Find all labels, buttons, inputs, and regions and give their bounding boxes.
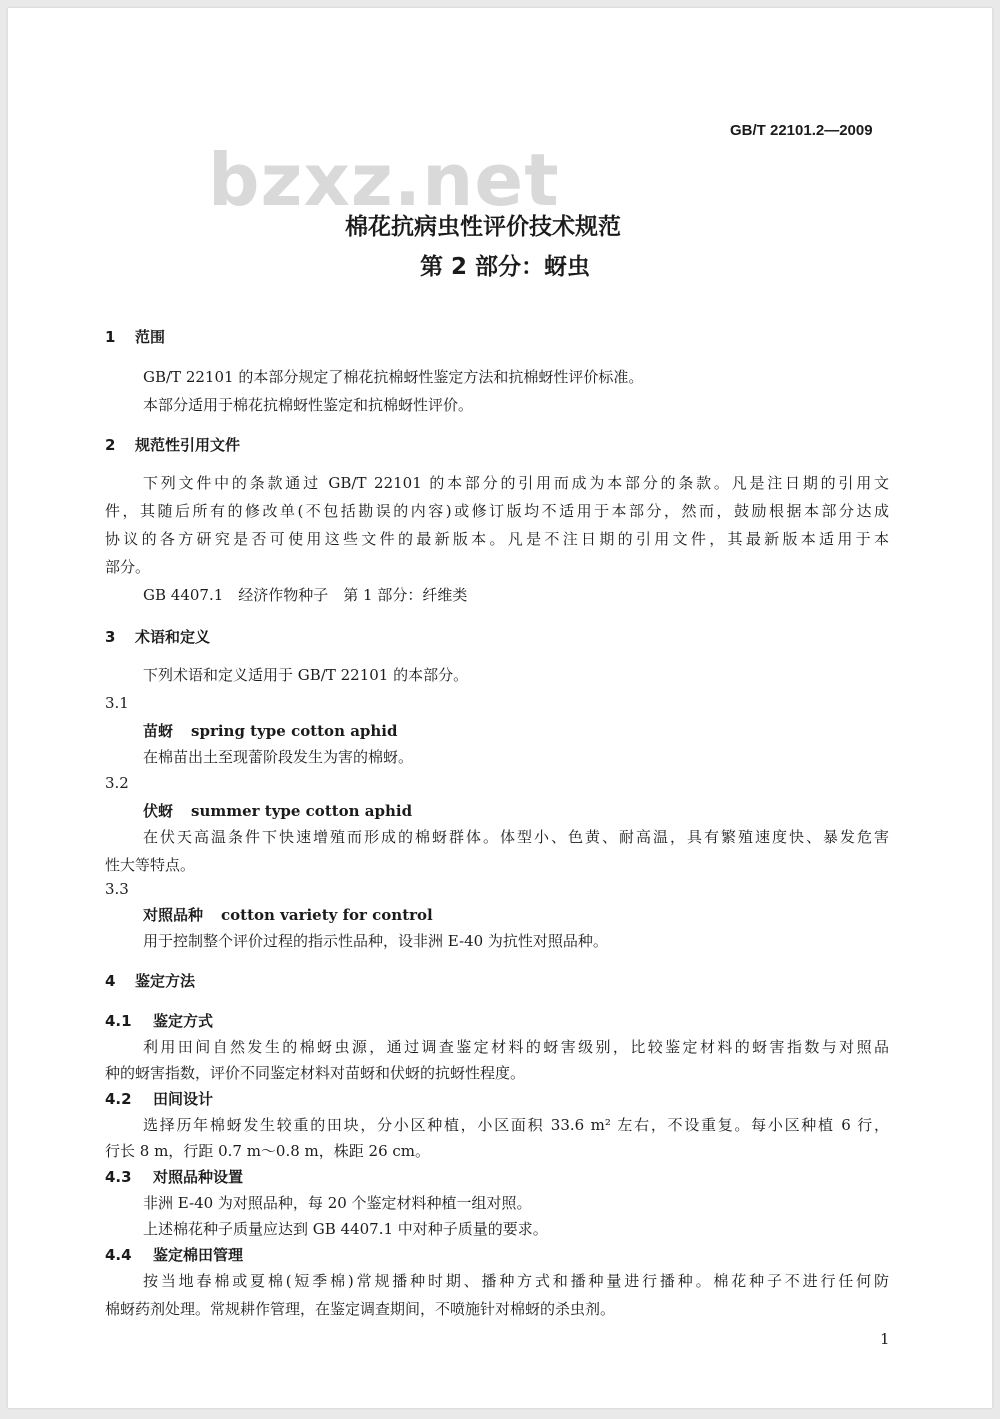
document-page: [8, 8, 992, 1408]
doc-title: 棉花抗病虫性评价技术规范: [345, 214, 621, 240]
subsection-title: 鉴定方式: [153, 1012, 214, 1030]
term-en: summer type cotton aphid: [191, 802, 413, 820]
term-zh: 对照品种: [143, 906, 204, 924]
section-title: 规范性引用文件: [135, 436, 241, 454]
standard-code: GB/T 22101.2—2009: [730, 122, 873, 139]
term-definition: 用于控制整个评价过程的指示性品种，设非洲 E-40 为抗性对照品种。: [143, 932, 608, 950]
subsection-number: 4.4: [105, 1246, 132, 1264]
term-entry: [143, 720, 398, 741]
paragraph-line: 棉蚜药剂处理。常规耕作管理，在鉴定调查期间，不喷施针对棉蚜的杀虫剂。: [105, 1300, 616, 1318]
paragraph-line: 上述棉花种子质量应达到 GB 4407.1 中对种子质量的要求。: [143, 1220, 548, 1238]
paragraph-line: 协议的各方研究是否可使用这些文件的最新版本。凡是不注日期的引用文件，其最新版本适用于本: [105, 530, 889, 548]
subsection-heading-4-3: [105, 1166, 243, 1187]
section-number: 2: [105, 436, 116, 454]
section-heading-1: [105, 326, 165, 347]
paragraph-line: 下列文件中的条款通过 GB/T 22101 的本部分的引用而成为本部分的条款。凡是注日期的引用文: [143, 474, 889, 492]
term-definition: 在棉苗出土至现蕾阶段发生为害的棉蚜。: [143, 748, 414, 766]
subsection-title: 田间设计: [153, 1090, 214, 1108]
term-entry: [143, 904, 433, 925]
section-title: 术语和定义: [135, 628, 211, 646]
paragraph: 本部分适用于棉花抗棉蚜性鉴定和抗棉蚜性评价。: [143, 396, 474, 414]
section-title: 范围: [135, 328, 166, 346]
paragraph-line: 件，其随后所有的修改单(不包括勘误的内容)或修订版均不适用于本部分，然而，鼓励根据本部分达成: [105, 502, 889, 520]
subsection-heading-4-1: [105, 1010, 213, 1031]
subsection-heading-4-2: [105, 1088, 213, 1109]
paragraph-line: 非洲 E-40 为对照品种，每 20 个鉴定材料种植一组对照。: [143, 1194, 532, 1212]
subsection-number: 4.2: [105, 1090, 132, 1108]
subsection-title: 鉴定棉田管理: [153, 1246, 244, 1264]
paragraph-line: 行长 8 m，行距 0.7 m～0.8 m，株距 26 cm。: [105, 1142, 431, 1160]
term-definition-line: 性大等特点。: [105, 856, 196, 874]
paragraph: GB/T 22101 的本部分规定了棉花抗棉蚜性鉴定方法和抗棉蚜性评价标准。: [143, 368, 644, 386]
paragraph-line: 按当地春棉或夏棉(短季棉)常规播种时期、播种方式和播种量进行播种。棉花种子不进行任何防: [143, 1272, 889, 1290]
subsection-heading-4-4: [105, 1244, 243, 1265]
section-heading-2: [105, 434, 240, 455]
term-zh: 苗蚜: [143, 722, 174, 740]
reference-item: GB 4407.1 经济作物种子 第 1 部分：纤维类: [143, 586, 468, 604]
paragraph-line: 部分。: [105, 558, 151, 576]
section-number: 1: [105, 328, 116, 346]
page-number: 1: [880, 1330, 890, 1348]
term-en: spring type cotton aphid: [191, 722, 398, 740]
term-en: cotton variety for control: [221, 906, 433, 924]
section-heading-4: [105, 970, 195, 991]
term-definition-line: 在伏天高温条件下快速增殖而形成的棉蚜群体。体型小、色黄、耐高温，具有繁殖速度快、暴发危害: [143, 828, 889, 846]
paragraph-line: 利用田间自然发生的棉蚜虫源，通过调查鉴定材料的蚜害级别，比较鉴定材料的蚜害指数与对照品: [143, 1038, 889, 1056]
term-number: 3.3: [105, 880, 129, 898]
watermark: bzxz.net: [208, 138, 560, 222]
subsection-number: 4.3: [105, 1168, 132, 1186]
term-number: 3.1: [105, 694, 129, 712]
term-number: 3.2: [105, 774, 129, 792]
paragraph: 下列术语和定义适用于 GB/T 22101 的本部分。: [143, 666, 469, 684]
section-heading-3: [105, 626, 210, 647]
section-title: 鉴定方法: [135, 972, 196, 990]
doc-subtitle: 第 2 部分：蚜虫: [420, 254, 591, 280]
subsection-number: 4.1: [105, 1012, 132, 1030]
term-entry: [143, 800, 412, 821]
term-zh: 伏蚜: [143, 802, 174, 820]
paragraph-line: 选择历年棉蚜发生较重的田块，分小区种植，小区面积 33.6 m² 左右，不设重复。每小区种植 6 行，: [143, 1116, 889, 1134]
section-number: 3: [105, 628, 116, 646]
subsection-title: 对照品种设置: [153, 1168, 244, 1186]
section-number: 4: [105, 972, 116, 990]
paragraph-line: 种的蚜害指数，评价不同鉴定材料对苗蚜和伏蚜的抗蚜性程度。: [105, 1064, 526, 1082]
